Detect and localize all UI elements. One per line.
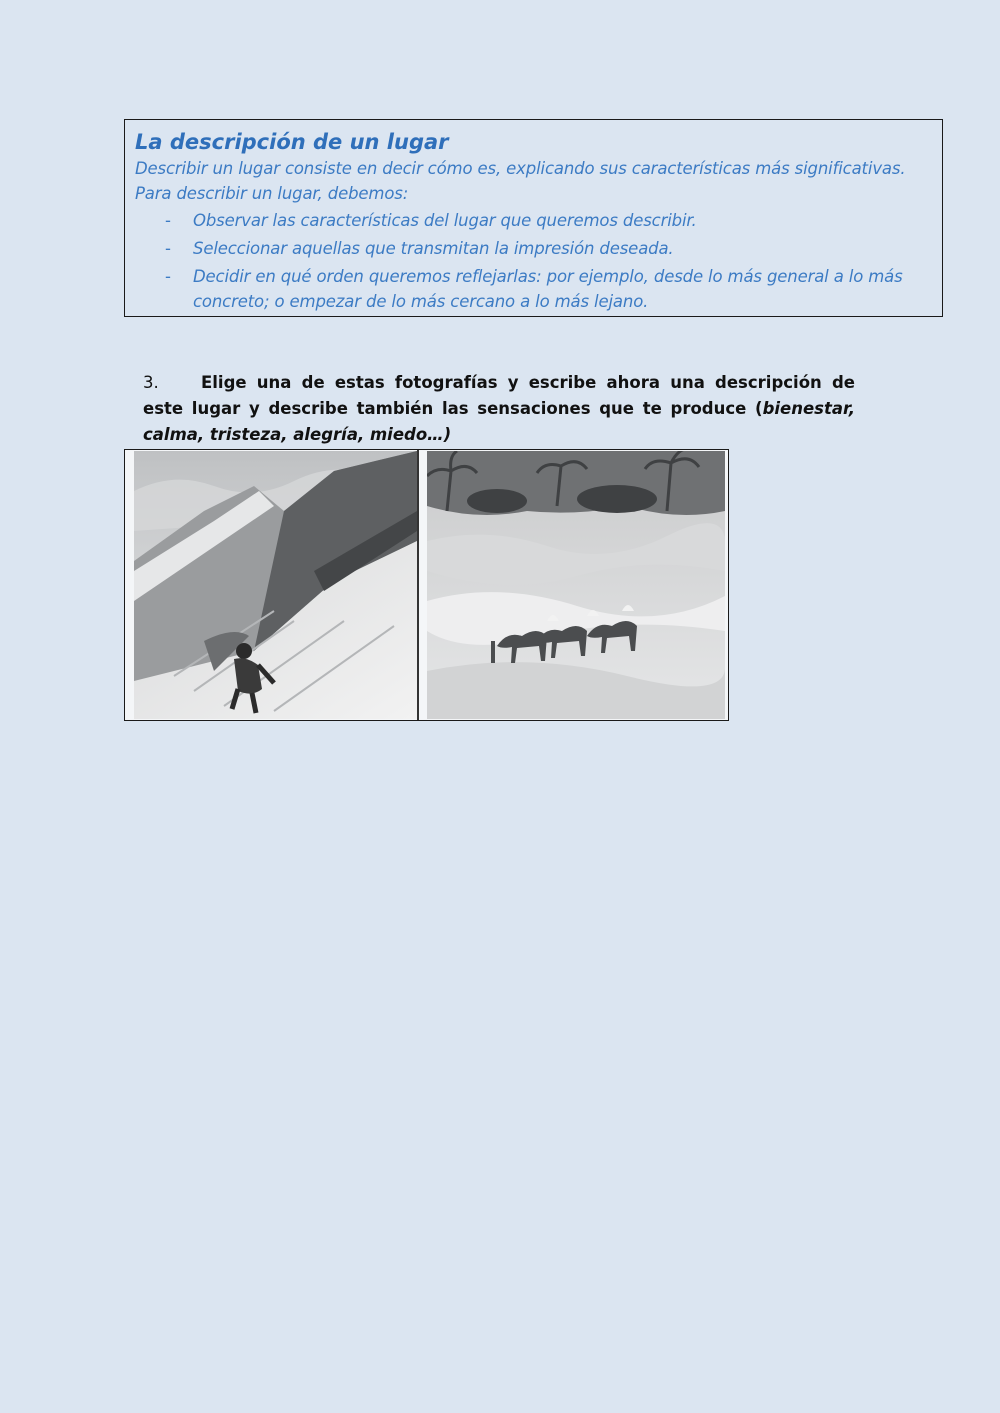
list-item [135, 208, 938, 233]
list-item [135, 264, 938, 314]
photo-mountain-climber[interactable] [134, 451, 417, 719]
desert-illustration [427, 451, 725, 719]
info-list [135, 208, 938, 314]
info-intro: Describir un lugar consiste en decir cómo es, explicando sus características más significativas. Para describir un lugar, debemos: [135, 159, 906, 203]
bullet-dash: - [165, 211, 171, 230]
bullet-dash: - [165, 239, 171, 258]
mountain-illustration [134, 451, 417, 719]
list-item [135, 236, 938, 261]
photo-desert-camels[interactable] [427, 451, 725, 719]
photo-divider [417, 450, 419, 720]
list-item-text: Seleccionar aquellas que transmitan la impresión deseada. [193, 239, 674, 258]
list-item-text: Observar las características del lugar que queremos describir. [193, 211, 697, 230]
exercise-text: Elige una de estas fotografías y escribe ahora una descripción de este lugar y describe también las sensaciones que te produce ( [143, 373, 855, 418]
info-box [124, 119, 943, 317]
list-item-text: Decidir en qué orden queremos reflejarlas: por ejemplo, desde lo más general a lo más concreto; o empezar de lo más cercano a lo más lejano. [193, 267, 903, 311]
photo-frame [124, 449, 729, 721]
info-title: La descripción de un lugar [135, 130, 449, 154]
exercise-number: 3. [143, 373, 159, 392]
exercise-emphasis: bienestar, calma, tristeza, alegría, miedo…) [143, 399, 855, 444]
exercise-prompt [143, 370, 855, 448]
bullet-dash: - [165, 267, 171, 286]
